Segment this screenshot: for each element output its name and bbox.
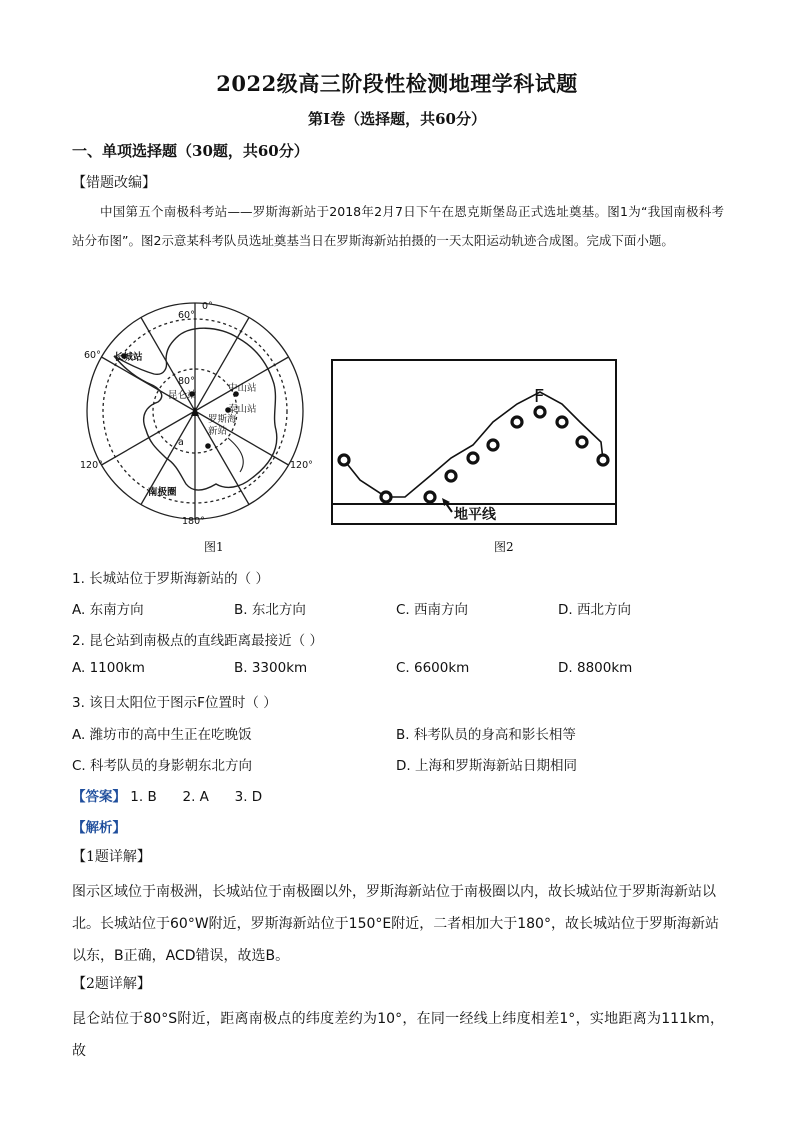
analysis-label: 【解析】	[72, 820, 126, 836]
section-heading: 一、单项选择题（30题，共60分）	[72, 142, 309, 160]
label-rossea-2: 新站	[208, 426, 228, 437]
sun-dot-f	[535, 407, 545, 417]
antarctic-station-map	[80, 298, 313, 530]
sun-dot	[488, 440, 498, 450]
question-3-option-b: B. 科考队员的身高和影长相等	[396, 727, 576, 743]
figure2-caption: 图2	[494, 540, 514, 554]
label-a-mark: a	[178, 437, 184, 448]
sun-dot	[425, 492, 435, 502]
label-antarctic-circle: 南极圈	[148, 487, 177, 498]
q1-detail-line: 北。长城站位于60°W附近，罗斯海新站位于150°E附近，二者相加大于180°，故长城站位于罗斯海新站	[72, 916, 719, 932]
label-f: F	[534, 386, 545, 407]
sun-dot	[381, 492, 391, 502]
south-pole-icon	[191, 406, 199, 416]
sun-dot	[468, 453, 478, 463]
q2-detail-body	[72, 1003, 724, 1067]
question-1-option-d: D. 西北方向	[558, 602, 631, 618]
label-lat-80: 80°	[178, 376, 195, 387]
question-1-option-b: B. 东北方向	[234, 602, 306, 618]
question-3-option-a: A. 潍坊市的高中生正在吃晚饭	[72, 727, 252, 743]
sun-dot	[512, 417, 522, 427]
question-3-option-d: D. 上海和罗斯海新站日期相同	[396, 758, 577, 774]
sun-dot	[339, 455, 349, 465]
answer-row	[72, 785, 262, 805]
label-lon-120-left: 120°	[80, 460, 103, 471]
q1-detail-heading: 【1题详解】	[72, 849, 151, 865]
q1-detail-body	[72, 876, 724, 972]
label-lon-180: 180°	[182, 516, 205, 527]
figure2-frame	[332, 360, 616, 524]
rossea-station-dot	[205, 443, 211, 449]
label-lat-60-top: 60°	[178, 310, 195, 321]
label-lat-60-left: 60°	[84, 350, 101, 361]
sun-trajectory	[344, 392, 603, 497]
question-1-option-c: C. 西南方向	[396, 602, 469, 618]
question-2-option-d: D. 8800km	[558, 660, 633, 676]
question-1-stem: 1. 长城站位于罗斯海新站的（ ）	[72, 571, 269, 587]
label-taishan: 泰山站	[228, 404, 257, 415]
label-lon-0: 0°	[202, 301, 213, 312]
label-changcheng: 长城站	[114, 352, 143, 363]
q1-detail-line: 以东，B正确，ACD错误，故选B。	[72, 948, 290, 964]
page-subtitle: 第Ⅰ卷（选择题，共60分）	[308, 110, 486, 128]
intro-paragraph: 中国第五个南极科考站——罗斯海新站于2018年2月7日下午在恩克斯堡岛正式选址奠基。图1为“我国南极科考站分布图”。图2示意某科考队员选址奠基当日在罗斯海新站拍摄的一天太阳运动轨迹合成图。完成下面小题。	[72, 204, 724, 248]
answer-text: 1. B 2. A 3. D	[130, 789, 263, 805]
q2-detail-heading: 【2题详解】	[72, 976, 151, 992]
sun-dot	[446, 471, 456, 481]
intro-tag: 【错题改编】	[72, 175, 156, 191]
answer-label: 【答案】	[72, 789, 126, 805]
sun-dot	[557, 417, 567, 427]
question-2-option-c: C. 6600km	[396, 660, 470, 676]
label-horizon: 地平线	[454, 507, 496, 523]
sun-dot	[598, 455, 608, 465]
sun-path-figure	[330, 356, 620, 532]
question-2-option-a: A. 1100km	[72, 660, 145, 676]
question-2-option-b: B. 3300km	[234, 660, 308, 676]
sun-dot	[577, 437, 587, 447]
figure1-caption: 图1	[204, 540, 224, 554]
label-rossea-1: 罗斯海	[208, 414, 237, 425]
question-2-stem: 2. 昆仑站到南极点的直线距离最接近（ ）	[72, 633, 323, 649]
label-zhongshan: 中山站	[228, 383, 257, 394]
question-1-option-a: A. 东南方向	[72, 602, 144, 618]
label-lon-120-right: 120°	[290, 460, 313, 471]
q1-detail-line: 图示区域位于南极洲，长城站位于南极圈以外，罗斯海新站位于南极圈以内，故长城站位于罗斯海新站以	[72, 884, 716, 900]
label-kunlun: 昆仑站	[168, 390, 197, 401]
question-3-stem: 3. 该日太阳位于图示F位置时（ ）	[72, 695, 277, 711]
q2-detail-line: 昆仑站位于80°S附近，距离南极点的纬度差约为10°，在同一经线上纬度相差1°，实地距离为111km，故	[72, 1011, 724, 1059]
question-3-option-c: C. 科考队员的身影朝东北方向	[72, 758, 253, 774]
page-title: 2022级高三阶段性检测地理学科试题	[216, 71, 578, 96]
